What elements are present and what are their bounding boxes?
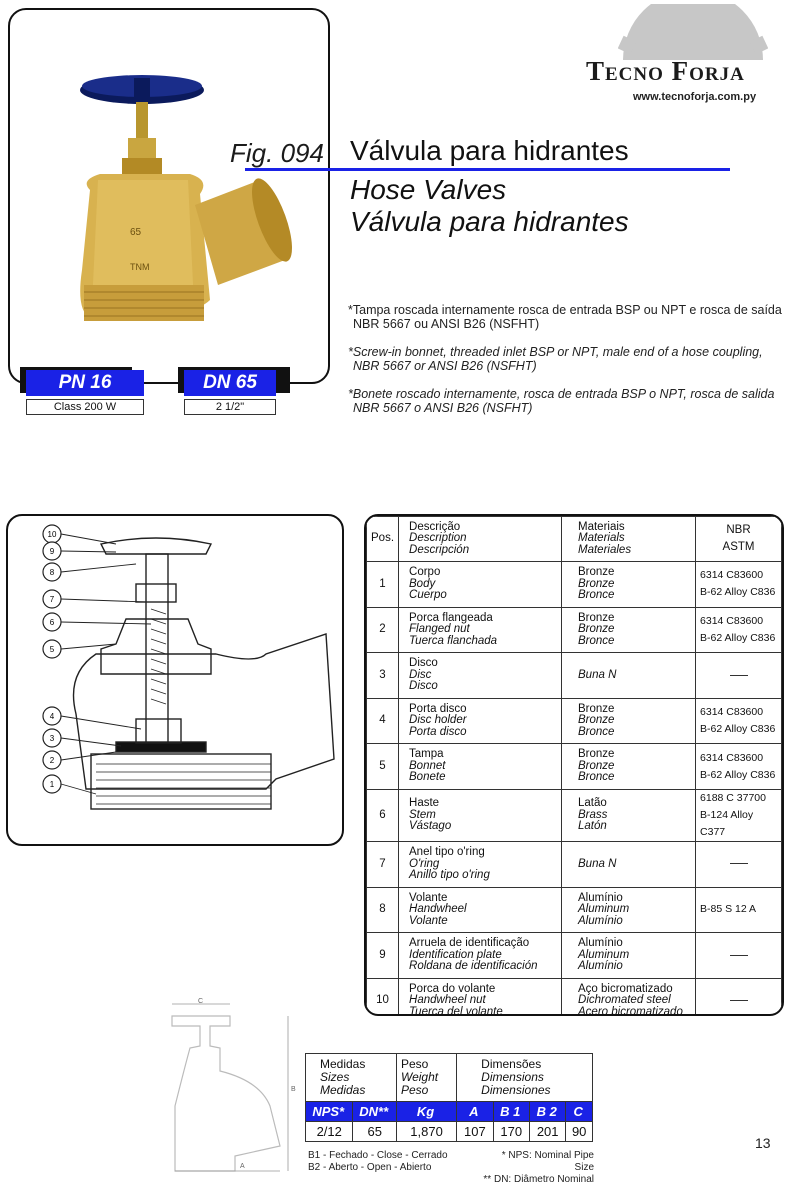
part-description: Volante Handwheel Volante	[399, 887, 562, 933]
val-nps: 2/12	[306, 1122, 353, 1142]
table-row	[367, 698, 782, 744]
part-standard	[696, 933, 782, 979]
part-position: 10	[367, 978, 399, 1016]
description-header: Descrição Description Descripción	[399, 517, 562, 562]
col-kg: Kg	[396, 1102, 456, 1122]
part-standard: 6314 C83600 B-62 Alloy C836	[696, 744, 782, 790]
part-position: 2	[367, 607, 399, 653]
dims-header-row	[306, 1054, 593, 1102]
val-dn: 65	[353, 1122, 397, 1142]
part-material: Bronze Bronze Bronce	[562, 698, 696, 744]
part-description: Porca flangeada Flanged nut Tuerca flanchada	[399, 607, 562, 653]
val-b1: 170	[493, 1122, 529, 1142]
parts-table	[364, 514, 784, 1016]
table-row	[367, 933, 782, 979]
table-row	[367, 841, 782, 887]
part-description: Disco Disc Disco	[399, 653, 562, 699]
part-standard	[696, 653, 782, 699]
svg-text:TNM: TNM	[130, 262, 150, 272]
part-position: 9	[367, 933, 399, 979]
callout-9: 9	[49, 547, 55, 556]
standards-header: NBR ASTM	[696, 517, 782, 562]
empty-dash	[730, 863, 748, 864]
weight-header: Peso Weight Peso	[396, 1054, 456, 1102]
parts-header-row	[367, 517, 782, 562]
dimensions-table	[305, 1053, 593, 1142]
part-standard	[696, 841, 782, 887]
sectional-drawing	[6, 514, 344, 846]
pn-class-label: Class 200 W	[26, 399, 144, 415]
footnote-nps-dn: * NPS: Nominal Pipe Size ** DN: Diâmetro Nominal	[483, 1150, 594, 1185]
dimensions-header: Dimensões Dimensions Dimensiones	[457, 1054, 593, 1102]
part-standard: 6314 C83600 B-62 Alloy C836	[696, 607, 782, 653]
part-position: 7	[367, 841, 399, 887]
table-row	[367, 789, 782, 841]
col-a: A	[457, 1102, 493, 1122]
note-english: *Screw-in bonnet, threaded inlet BSP or NPT, male end of a hose coupling, NBR 5667 or ANSI B26 (NSFHT)	[348, 345, 763, 373]
materials-header: Materiais Materials Materiales	[562, 517, 696, 562]
callout-2: 2	[49, 756, 55, 765]
callout-6: 6	[49, 618, 55, 627]
callout-10: 10	[47, 530, 57, 539]
val-b2: 201	[529, 1122, 565, 1142]
empty-dash	[730, 675, 748, 676]
part-standard: 6188 C 37700 B-124 Alloy C377	[696, 789, 782, 841]
dim-letter-a: A	[240, 1163, 245, 1170]
part-description: Corpo Body Cuerpo	[399, 562, 562, 608]
part-standard: B-85 S 12 A	[696, 887, 782, 933]
title-spanish: Válvula para hidrantes	[350, 206, 629, 237]
table-row	[367, 653, 782, 699]
part-standard	[696, 978, 782, 1016]
callout-8: 8	[49, 568, 55, 577]
footnote-b1-b2: B1 - Fechado - Close - Cerrado B2 - Aberto - Open - Abierto	[308, 1150, 448, 1173]
dim-letter-c: C	[198, 998, 204, 1005]
sizes-header: Medidas Sizes Medidas	[306, 1054, 397, 1102]
val-kg: 1,870	[396, 1122, 456, 1142]
title-english: Hose Valves	[350, 174, 507, 205]
callout-3: 3	[49, 734, 55, 743]
dn-size-label: 2 1/2"	[184, 399, 276, 415]
empty-dash	[730, 1000, 748, 1001]
page-number: 13	[755, 1135, 771, 1151]
part-material: Alumínio Aluminum Alumínio	[562, 887, 696, 933]
part-material: Buna N	[562, 841, 696, 887]
part-description: Porca do volante Handwheel nut Tuerca del volante	[399, 978, 562, 1016]
table-row	[367, 562, 782, 608]
col-dn: DN**	[353, 1102, 397, 1122]
col-c: C	[566, 1102, 593, 1122]
gear-logo-icon	[618, 4, 768, 60]
part-material: Aço bicromatizado Dichromated steel Acero bicromatizado	[562, 978, 696, 1016]
title-portuguese: Válvula para hidrantes	[350, 135, 629, 166]
part-position: 3	[367, 653, 399, 699]
dimension-drawing	[160, 996, 300, 1176]
note-spanish: *Bonete roscado internamente, rosca de entrada BSP o NPT, rosca de salida NBR 5667 o ANSI B26 (NSFHT)	[348, 387, 775, 415]
figure-number: Fig. 094	[230, 138, 324, 168]
part-description: Haste Stem Vástago	[399, 789, 562, 841]
table-row	[367, 978, 782, 1016]
part-material: Alumínio Aluminum Alumínio	[562, 933, 696, 979]
part-material: Latão Brass Latón	[562, 789, 696, 841]
col-b2: B 2	[529, 1102, 565, 1122]
pos-header: Pos.	[367, 517, 399, 562]
brand-url: www.tecnoforja.com.py	[633, 91, 757, 103]
part-position: 8	[367, 887, 399, 933]
title-underline	[245, 168, 730, 171]
brand-logo: Tecno Forja	[586, 56, 745, 86]
part-standard: 6314 C83600 B-62 Alloy C836	[696, 562, 782, 608]
callout-4: 4	[49, 712, 55, 721]
valve-photo	[70, 70, 300, 330]
pn-badge: PN 16	[26, 370, 144, 396]
val-c: 90	[566, 1122, 593, 1142]
empty-dash	[730, 955, 748, 956]
callout-5: 5	[49, 645, 55, 654]
part-description: Anel tipo o'ring O'ring Anillo tipo o'ring	[399, 841, 562, 887]
table-row	[367, 887, 782, 933]
part-description: Arruela de identificação Identification plate Roldana de identificación	[399, 933, 562, 979]
part-material: Bronze Bronze Bronce	[562, 607, 696, 653]
part-material: Buna N	[562, 653, 696, 699]
col-nps: NPS*	[306, 1102, 353, 1122]
note-portuguese: *Tampa roscada internamente rosca de entrada BSP ou NPT e rosca de saída NBR 5667 ou ANSI B26 (NSFHT)	[348, 303, 782, 331]
part-position: 1	[367, 562, 399, 608]
table-row	[367, 607, 782, 653]
part-position: 5	[367, 744, 399, 790]
dims-value-row	[306, 1122, 593, 1142]
callout-7: 7	[49, 595, 55, 604]
dn-badge: DN 65	[184, 370, 276, 396]
dims-column-header-row	[306, 1102, 593, 1122]
part-description: Porta disco Disc holder Porta disco	[399, 698, 562, 744]
part-position: 6	[367, 789, 399, 841]
callout-1: 1	[49, 780, 55, 789]
table-row	[367, 744, 782, 790]
svg-text:65: 65	[130, 227, 142, 238]
part-material: Bronze Bronze Bronce	[562, 562, 696, 608]
val-a: 107	[457, 1122, 493, 1142]
dim-letter-b: B	[291, 1086, 296, 1093]
part-standard: 6314 C83600 B-62 Alloy C836	[696, 698, 782, 744]
part-description: Tampa Bonnet Bonete	[399, 744, 562, 790]
part-position: 4	[367, 698, 399, 744]
part-material: Bronze Bronze Bronce	[562, 744, 696, 790]
col-b1: B 1	[493, 1102, 529, 1122]
